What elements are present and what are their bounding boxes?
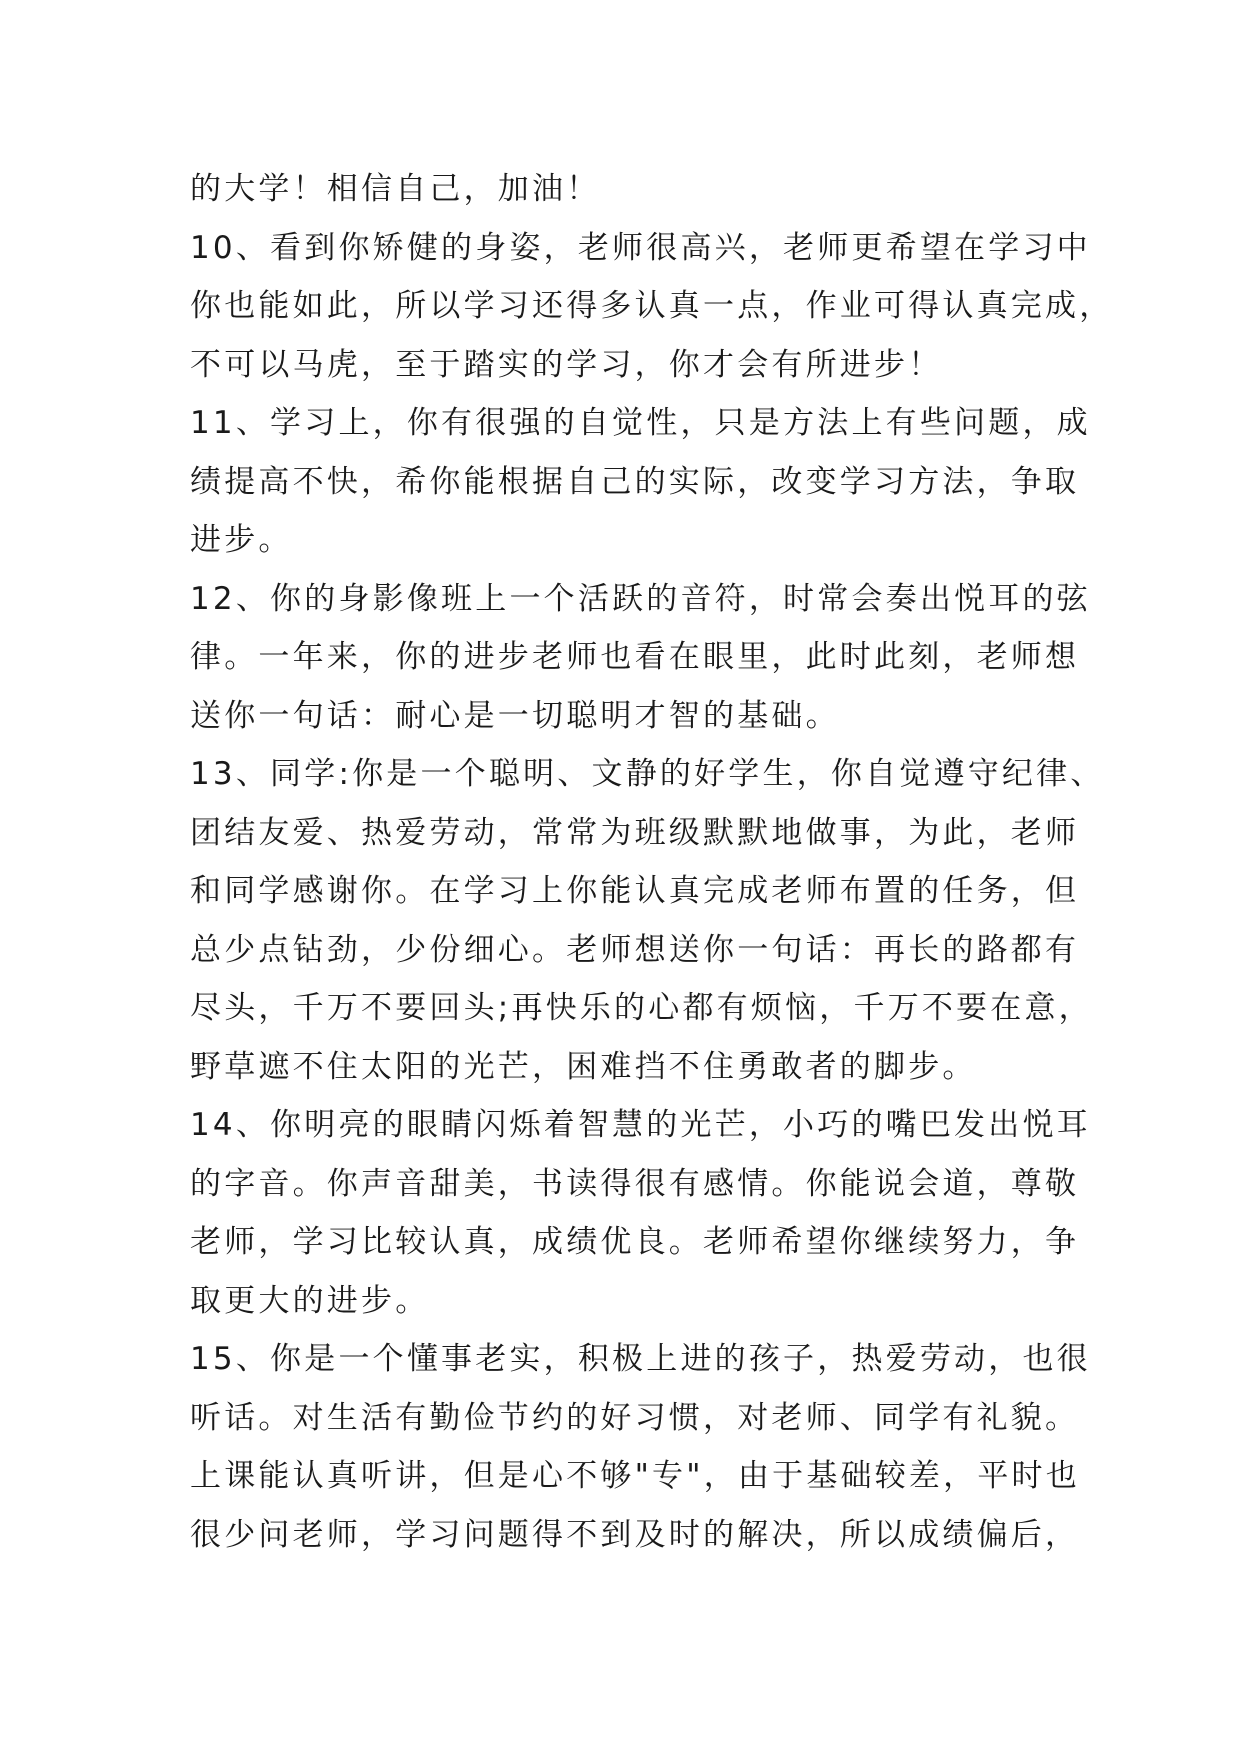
text-line: 听话。对生活有勤俭节约的好习惯，对老师、同学有礼貌。 bbox=[190, 1399, 1080, 1436]
text-line: 的大学！相信自己，加油！ bbox=[190, 171, 601, 207]
text-line: 和同学感谢你。在学习上你能认真完成老师布置的任务，但 bbox=[190, 873, 1080, 909]
text-line: 送你一句话：耐心是一切聪明才智的基础。 bbox=[190, 697, 840, 734]
text-line: 团结友爱、热爱劳动，常常为班级默默地做事，为此，老师 bbox=[190, 814, 1080, 851]
text-line: 进步。 bbox=[190, 522, 293, 558]
text-line: 的字音。你声音甜美，书读得很有感情。你能说会道，尊敬 bbox=[190, 1165, 1080, 1202]
document-body bbox=[190, 160, 1114, 1564]
text-line: 15、你是一个懂事老实，积极上进的孩子，热爱劳动，也很 bbox=[190, 1341, 1091, 1377]
text-line: 12、你的身影像班上一个活跃的音符，时常会奏出悦耳的弦 bbox=[190, 580, 1091, 617]
text-line: 总少点钻劲，少份细心。老师想送你一句话：再长的路都有 bbox=[190, 931, 1080, 968]
text-line: 你也能如此，所以学习还得多认真一点，作业可得认真完成， bbox=[190, 288, 1114, 324]
text-line: 14、你明亮的眼睛闪烁着智慧的光芒，小巧的嘴巴发出悦耳 bbox=[190, 1107, 1091, 1143]
text-line: 野草遮不住太阳的光芒，困难挡不住勇敢者的脚步。 bbox=[190, 1048, 977, 1085]
text-line: 律。一年来，你的进步老师也看在眼里，此时此刻，老师想 bbox=[190, 639, 1080, 675]
text-line: 尽头，千万不要回头;再快乐的心都有烦恼，千万不要在意， bbox=[190, 990, 1093, 1026]
text-line: 10、看到你矫健的身姿，老师很高兴，老师更希望在学习中 bbox=[190, 229, 1091, 266]
text-line: 绩提高不快，希你能根据自己的实际，改变学习方法，争取 bbox=[190, 463, 1080, 500]
text-line: 13、同学:你是一个聪明、文静的好学生，你自觉遵守纪律、 bbox=[190, 756, 1105, 792]
text-line: 上课能认真听讲，但是心不够"专"，由于基础较差，平时也 bbox=[190, 1458, 1080, 1494]
text-line: 11、学习上，你有很强的自觉性，只是方法上有些问题，成 bbox=[190, 405, 1091, 441]
text-line: 不可以马虎，至于踏实的学习，你才会有所进步！ bbox=[190, 346, 943, 383]
text-line: 老师，学习比较认真，成绩优良。老师希望你继续努力，争 bbox=[190, 1224, 1080, 1260]
text-line: 很少问老师，学习问题得不到及时的解决，所以成绩偏后， bbox=[190, 1516, 1080, 1553]
text-line: 取更大的进步。 bbox=[190, 1282, 430, 1319]
